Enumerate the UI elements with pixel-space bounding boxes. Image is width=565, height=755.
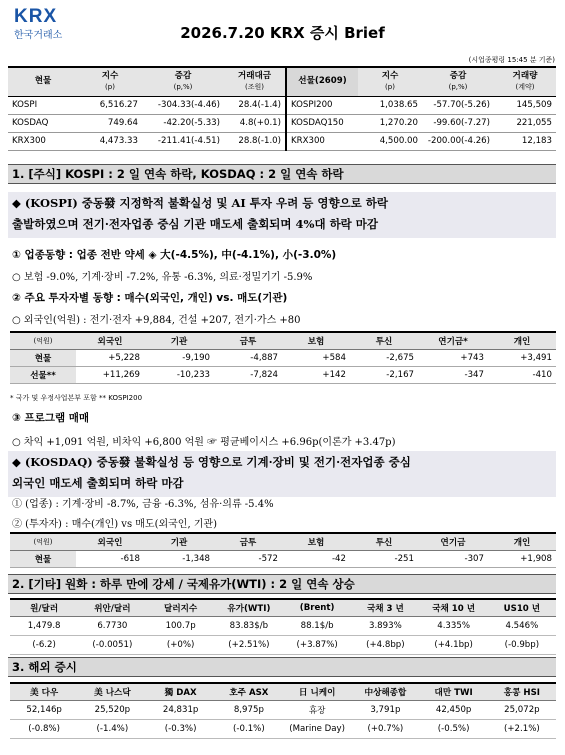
- col-header: 美 다우: [10, 683, 78, 700]
- logo-subtitle: 한국거래소: [14, 30, 63, 41]
- cell: -99.60(-7.27): [422, 114, 494, 132]
- cell: (-0.1%): [215, 719, 283, 738]
- cell: -10,233: [144, 366, 214, 383]
- col-header: 원/달러: [10, 599, 78, 616]
- cell: (-0.5%): [420, 719, 488, 738]
- col-header: 국채 3 년: [351, 599, 419, 616]
- col-header: 외국인: [76, 332, 144, 349]
- cell: 221,055: [494, 114, 556, 132]
- col-header: 투신: [350, 533, 418, 550]
- table-row: [10, 719, 556, 738]
- cell: 28.4(-1.4): [224, 96, 286, 114]
- kosdaq-summary: [8, 451, 556, 497]
- col-header: 지수 (p): [78, 67, 142, 96]
- cell: 4.546%: [488, 616, 556, 635]
- table-row: [8, 132, 556, 150]
- investor-table-header: [10, 533, 556, 550]
- table-row: [10, 366, 556, 383]
- table-row: [10, 700, 556, 719]
- cell: KOSDAQ: [8, 114, 78, 132]
- index-table: [8, 66, 556, 151]
- col-header: 지수 (p): [358, 67, 422, 96]
- section-3-title: 3. 해외 증시: [8, 657, 556, 677]
- investor-table-header: [10, 332, 556, 349]
- col-header: 국채 10 년: [420, 599, 488, 616]
- cell: 1,479.8: [10, 616, 78, 635]
- section-2-title: 2. [기타] 원화 : 하루 만에 강세 / 국제유가(WTI) : 2 일 연속 상승: [8, 574, 556, 594]
- kospi-investor-table: [10, 331, 556, 384]
- investor-trend-detail: ○ 외국인(억원) : 전기·전자 +9,884, 건설 +207, 전기·가스 +80: [12, 315, 301, 326]
- cell: KRX300: [8, 132, 78, 150]
- col-header: 보험: [282, 533, 350, 550]
- col-header: 연기금*: [418, 332, 488, 349]
- fx-table-header: [10, 599, 556, 616]
- cell: 4.335%: [420, 616, 488, 635]
- cell: +142: [282, 366, 350, 383]
- col-header: 금투: [214, 533, 282, 550]
- col-header: 기관: [144, 533, 214, 550]
- fx-rates-table: [10, 598, 556, 655]
- col-header: (억원): [10, 533, 76, 550]
- col-header: 기관: [144, 332, 214, 349]
- col-header: 대만 TWI: [420, 683, 488, 700]
- cell: (-0.0051): [78, 635, 146, 654]
- kosdaq-sector-detail: ① (업종) : 기계·장비 -8.7%, 금융 -6.3%, 섬유·의류 -5.4%: [12, 499, 274, 510]
- col-header: 개인: [488, 332, 556, 349]
- kosdaq-summary-line-2: 외국인 매도세 출회되며 하락 마감: [12, 476, 184, 490]
- col-header: US10 년: [488, 599, 556, 616]
- col-header: 증감 (p,%): [142, 67, 224, 96]
- cell: 1,270.20: [358, 114, 422, 132]
- cell: (+0%): [147, 635, 215, 654]
- cell: 52,146p: [10, 700, 78, 719]
- cell: 145,509: [494, 96, 556, 114]
- cell: 8,975p: [215, 700, 283, 719]
- cell: (+2.1%): [488, 719, 556, 738]
- program-trading-title: ③ 프로그램 매매: [12, 412, 90, 424]
- cell: +5,228: [76, 349, 144, 366]
- cell: -42.20(-5.33): [142, 114, 224, 132]
- cell: +11,269: [76, 366, 144, 383]
- program-trading-detail: ○ 차익 +1,091 억원, 비차익 +6,800 억원 ☞ 평균베이시스 +6.96p(이론가 +3.47p): [12, 437, 396, 448]
- cell: -307: [418, 550, 488, 567]
- cell: +3,491: [488, 349, 556, 366]
- cell: 12,183: [494, 132, 556, 150]
- col-header: 달러지수: [147, 599, 215, 616]
- cell: KOSPI: [8, 96, 78, 114]
- cell: -251: [350, 550, 418, 567]
- cell: 휴장: [283, 700, 351, 719]
- cell: 28.8(-1.0): [224, 132, 286, 150]
- cell: -347: [418, 366, 488, 383]
- col-header: (Brent): [283, 599, 351, 616]
- row-label: 선물**: [10, 366, 76, 383]
- cell: -9,190: [144, 349, 214, 366]
- page-title: 2026.7.20 KRX 증시 Brief: [180, 24, 385, 42]
- cell: (-6.2): [10, 635, 78, 654]
- cell: +743: [418, 349, 488, 366]
- col-header: 美 나스닥: [78, 683, 146, 700]
- cell: -618: [76, 550, 144, 567]
- kosdaq-investor-table: [10, 532, 556, 568]
- cell: -2,675: [350, 349, 418, 366]
- col-header: 유가(WTI): [215, 599, 283, 616]
- cell: 25,072p: [488, 700, 556, 719]
- cell: -1,348: [144, 550, 214, 567]
- col-header: 日 니케이: [283, 683, 351, 700]
- col-header: 증감 (p,%): [422, 67, 494, 96]
- cell: +1,908: [488, 550, 556, 567]
- cell: 24,831p: [147, 700, 215, 719]
- kospi-summary: [8, 192, 556, 238]
- col-header: 中상해종합: [351, 683, 419, 700]
- row-label: 현물: [10, 349, 76, 366]
- basis-note: (시업종평링 15:45 분 기준): [468, 56, 555, 64]
- markets-table-header: [10, 683, 556, 700]
- sector-trend-title: ① 업종동향 : 업종 전반 약세 ◈ 大(-4.5%), 中(-4.1%), 小(-3.0%): [12, 249, 337, 261]
- col-header: 위안/달러: [78, 599, 146, 616]
- col-header: 거래대금 (조원): [224, 67, 286, 96]
- cell: (-0.3%): [147, 719, 215, 738]
- cell: (-0.9bp): [488, 635, 556, 654]
- cell: (+4.8bp): [351, 635, 419, 654]
- col-header: 호주 ASX: [215, 683, 283, 700]
- col-header: (억원): [10, 332, 76, 349]
- kosdaq-summary-line-1: ◆ (KOSDAQ) 중동發 불확실성 등 영향으로 기계·장비 및 전기·전자업종 중심: [12, 455, 411, 469]
- col-header: 보험: [282, 332, 350, 349]
- cell: 4.8(+0.1): [224, 114, 286, 132]
- cell: -2,167: [350, 366, 418, 383]
- row-label: 현물: [10, 550, 76, 567]
- table-row: [10, 635, 556, 654]
- cell: +584: [282, 349, 350, 366]
- cell: 749.64: [78, 114, 142, 132]
- cell: 100.7p: [147, 616, 215, 635]
- cell: 6,516.27: [78, 96, 142, 114]
- col-header: 외국인: [76, 533, 144, 550]
- col-header: 투신: [350, 332, 418, 349]
- cell: 4,473.33: [78, 132, 142, 150]
- cell: -57.70(-5.26): [422, 96, 494, 114]
- kospi-summary-line-2: 출발하였으며 전기·전자업종 중심 기관 매도세 출회되며 4%대 하락 마감: [12, 217, 379, 231]
- cell: (+3.87%): [283, 635, 351, 654]
- cell: KRX300: [286, 132, 358, 150]
- section-1-title: 1. [주식] KOSPI : 2 일 연속 하락, KOSDAQ : 2 일 연속 하락: [8, 164, 556, 184]
- table-row: [10, 616, 556, 635]
- col-header: 거래량 (계약): [494, 67, 556, 96]
- cell: 3,791p: [351, 700, 419, 719]
- table-row: [10, 349, 556, 366]
- cell: -4,887: [214, 349, 282, 366]
- col-header: 개인: [488, 533, 556, 550]
- col-header: 홍콩 HSI: [488, 683, 556, 700]
- cell: -211.41(-4.51): [142, 132, 224, 150]
- global-markets-table: [10, 682, 556, 739]
- cell: (+4.1bp): [420, 635, 488, 654]
- cell: (Marine Day): [283, 719, 351, 738]
- table-row: [8, 96, 556, 114]
- cell: (+0.7%): [351, 719, 419, 738]
- cell: 1,038.65: [358, 96, 422, 114]
- cell: -572: [214, 550, 282, 567]
- index-table-header: [8, 67, 556, 96]
- table-row: [8, 114, 556, 132]
- cell: 88.1$/b: [283, 616, 351, 635]
- col-header: 연기금: [418, 533, 488, 550]
- kosdaq-investor-detail: ② (투자자) : 매수(개인) vs 매도(외국인, 기관): [12, 519, 218, 530]
- cell: (+2.51%): [215, 635, 283, 654]
- cell: 25,520p: [78, 700, 146, 719]
- cell: 42,450p: [420, 700, 488, 719]
- col-header: 현물: [8, 67, 78, 96]
- investor-footnote: * 국가 및 우정사업본부 포함 ** KOSPI200: [10, 394, 143, 402]
- cell: KOSDAQ150: [286, 114, 358, 132]
- sector-trend-detail: ○ 보험 -9.0%, 기계·장비 -7.2%, 유통 -6.3%, 의료·정밀기기 -5.9%: [12, 272, 313, 283]
- cell: 4,500.00: [358, 132, 422, 150]
- table-row: [10, 550, 556, 567]
- col-header: 獨 DAX: [147, 683, 215, 700]
- investor-trend-title: ② 주요 투자자별 동향 : 매수(외국인, 개인) vs. 매도(기관): [12, 292, 288, 304]
- cell: 83.83$/b: [215, 616, 283, 635]
- col-header: 선물(2609): [286, 67, 358, 96]
- cell: -410: [488, 366, 556, 383]
- cell: -304.33(-4.46): [142, 96, 224, 114]
- cell: (-0.8%): [10, 719, 78, 738]
- cell: (-1.4%): [78, 719, 146, 738]
- col-header: 금투: [214, 332, 282, 349]
- cell: 3.893%: [351, 616, 419, 635]
- cell: 6.7730: [78, 616, 146, 635]
- cell: KOSPI200: [286, 96, 358, 114]
- logo-mark: KRX: [14, 6, 58, 27]
- cell: -200.00(-4.26): [422, 132, 494, 150]
- cell: -42: [282, 550, 350, 567]
- cell: -7,824: [214, 366, 282, 383]
- kospi-summary-line-1: ◆ (KOSPI) 중동發 지정학적 불확실성 및 AI 투자 우려 등 영향으로 하락: [12, 196, 388, 210]
